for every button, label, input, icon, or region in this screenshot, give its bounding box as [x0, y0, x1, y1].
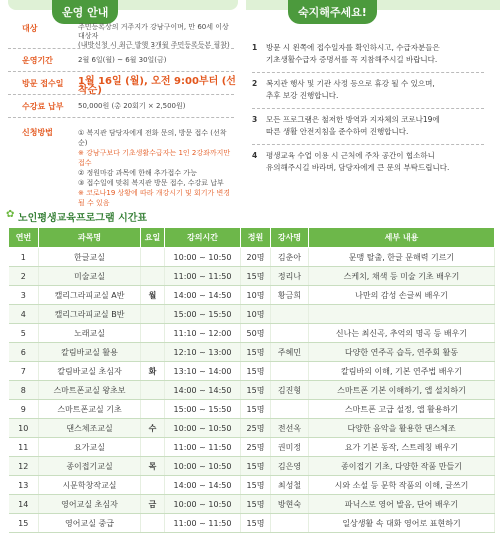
divider [252, 144, 484, 145]
course-detail: 스케치, 채색 등 미술 기초 배우기 [309, 267, 495, 286]
course-name: 영어교실 초심자 [39, 495, 141, 514]
info-value: ② 정원마감 과목에 한해 추가접수 가능 [78, 169, 197, 177]
capacity: 10명 [241, 305, 271, 324]
capacity: 15명 [241, 343, 271, 362]
lecture-time: 15:00 ~ 15:50 [165, 400, 241, 419]
notice-text: 복지관 행사 및 기관 사정 등으로 휴강 될 수 있으며, [266, 79, 435, 88]
info-row-visit [8, 72, 234, 95]
capacity: 15명 [241, 495, 271, 514]
divider [252, 108, 484, 109]
lecture-time: 15:00 ~ 15:50 [165, 305, 241, 324]
row-number: 12 [9, 457, 39, 476]
table-row [9, 381, 495, 400]
info-note: ※ 코로나19 상황에 따라 개강시기 및 회기가 변경될 수 있음 [78, 189, 231, 207]
notice-number: 1 [252, 43, 258, 52]
table-row [9, 514, 495, 533]
notice-panel [240, 0, 500, 210]
info-value: 50,000원 (총 20회기 × 2,500원) [78, 102, 186, 110]
day [141, 343, 165, 362]
info-row-apply [8, 122, 234, 207]
row-number: 1 [9, 248, 39, 267]
notice-number: 4 [252, 151, 258, 160]
table-row [9, 362, 495, 381]
course-name: 스마트폰교실 기초 [39, 400, 141, 419]
info-value: 2월 6일(월) ~ 6월 30일(금) [78, 56, 167, 64]
table-header-row [9, 228, 495, 248]
row-number: 11 [9, 438, 39, 457]
lecture-time: 11:00 ~ 11:50 [165, 514, 241, 533]
course-detail: 칼림바의 이해, 기본 연주법 배우기 [309, 362, 495, 381]
course-name: 영어교실 중급 [39, 514, 141, 533]
capacity: 25명 [241, 438, 271, 457]
lecture-time: 12:10 ~ 13:00 [165, 343, 241, 362]
col-header: 정원 [241, 228, 271, 248]
info-note: ※ 강남구보다 기초생활수급자는 1인 2강좌까지만 접수 [78, 149, 231, 167]
table-row [9, 324, 495, 343]
notice-header: 숙지해주세요! [288, 0, 377, 24]
course-name: 스마트폰교실 왕초보 [39, 381, 141, 400]
row-number: 9 [9, 400, 39, 419]
course-detail: 종이접기 기초, 다양한 작품 만들기 [309, 457, 495, 476]
day: 목 [141, 457, 165, 476]
course-name: 캘리그라피교실 A반 [39, 286, 141, 305]
instructor: 전선옥 [271, 419, 309, 438]
row-number: 6 [9, 343, 39, 362]
day [141, 305, 165, 324]
capacity: 15명 [241, 514, 271, 533]
info-value: ③ 접수일에 맞춰 복지관 방문 접수, 수강료 납부 [78, 179, 224, 187]
info-label: 신청방법 [22, 128, 53, 137]
course-detail: 다양한 연주곡 습득, 연주회 활동 [309, 343, 495, 362]
course-detail: 나만의 감성 손글씨 배우기 [309, 286, 495, 305]
divider [252, 72, 484, 73]
table-row [9, 248, 495, 267]
info-value: ① 복지관 담당자에게 전화 문의, 방문 접수 (선착순) [78, 129, 227, 147]
schedule-table [8, 227, 495, 533]
capacity: 15명 [241, 267, 271, 286]
capacity: 25명 [241, 419, 271, 438]
col-header: 강의시간 [165, 228, 241, 248]
day: 화 [141, 362, 165, 381]
info-row-period [8, 49, 234, 72]
row-number: 7 [9, 362, 39, 381]
capacity: 15명 [241, 457, 271, 476]
table-row [9, 286, 495, 305]
course-name: 미술교실 [39, 267, 141, 286]
notice-text: 따른 생활 안전지침을 준수하여 진행합니다. [266, 127, 409, 136]
info-value: 주민등록상의 거주지가 강남구이며, 만 60세 이상 대상자 [78, 23, 229, 40]
course-name: 한글교실 [39, 248, 141, 267]
notice-text: 기초생활수급자 증명서를 꼭 지참해주시길 바랍니다. [266, 55, 438, 64]
notice-text: 모든 프로그램은 철저한 방역과 지자체의 코로나19에 [266, 115, 440, 124]
instructor [271, 514, 309, 533]
day: 월 [141, 286, 165, 305]
day [141, 324, 165, 343]
col-header: 강사명 [271, 228, 309, 248]
lecture-time: 13:10 ~ 14:00 [165, 362, 241, 381]
course-detail: 문맹 탈출, 한글 문해력 기르기 [309, 248, 495, 267]
lecture-time: 10:00 ~ 10:50 [165, 495, 241, 514]
info-label: 운영기간 [22, 56, 53, 65]
day [141, 248, 165, 267]
course-name: 요가교실 [39, 438, 141, 457]
instructor: 권미정 [271, 438, 309, 457]
day: 금 [141, 495, 165, 514]
row-number: 3 [9, 286, 39, 305]
course-name: 시문학창작교실 [39, 476, 141, 495]
capacity: 50명 [241, 324, 271, 343]
capacity: 10명 [241, 286, 271, 305]
instructor: 황금희 [271, 286, 309, 305]
course-name: 캘리그라피교실 B반 [39, 305, 141, 324]
table-row [9, 419, 495, 438]
row-number: 13 [9, 476, 39, 495]
day [141, 381, 165, 400]
info-row-target [8, 22, 234, 49]
info-value: 1월 16일 (월), 오전 9:00부터 (선착순) [78, 76, 236, 96]
instructor: 김진형 [271, 381, 309, 400]
table-row [9, 400, 495, 419]
course-name: 댄스체조교실 [39, 419, 141, 438]
day [141, 514, 165, 533]
table-row [9, 305, 495, 324]
table-row [9, 457, 495, 476]
lecture-time: 14:00 ~ 14:50 [165, 381, 241, 400]
course-detail: 시와 소설 등 문학 작품의 이해, 글쓰기 [309, 476, 495, 495]
info-value: (내방신청 시 최근 발행 3개월 주민등록등본 필참) [78, 41, 230, 49]
row-number: 10 [9, 419, 39, 438]
instructor: 주혜민 [271, 343, 309, 362]
course-detail: 신나는 최신곡, 추억의 명곡 등 배우기 [309, 324, 495, 343]
capacity: 20명 [241, 248, 271, 267]
instructor: 김은영 [271, 457, 309, 476]
instructor: 김춘아 [271, 248, 309, 267]
table-row [9, 476, 495, 495]
course-detail: 요가 기본 동작, 스트레칭 배우기 [309, 438, 495, 457]
instructor [271, 400, 309, 419]
info-label: 대상 [22, 24, 38, 33]
course-detail: 스마트폰 기본 이해하기, 앱 설치하기 [309, 381, 495, 400]
notice-text: 추후 보강 진행합니다. [266, 91, 339, 100]
day [141, 476, 165, 495]
instructor: 방현숙 [271, 495, 309, 514]
col-header: 연번 [9, 228, 39, 248]
course-detail: 스마트폰 고급 설정, 앱 활용하기 [309, 400, 495, 419]
course-detail: 다양한 음악을 활용한 댄스체조 [309, 419, 495, 438]
lecture-time: 11:00 ~ 11:50 [165, 267, 241, 286]
lecture-time: 10:00 ~ 10:50 [165, 419, 241, 438]
course-detail [309, 305, 495, 324]
day [141, 267, 165, 286]
col-header: 세부 내용 [309, 228, 495, 248]
capacity: 15명 [241, 362, 271, 381]
table-row [9, 495, 495, 514]
info-header-bar [8, 0, 238, 10]
lecture-time: 14:00 ~ 14:50 [165, 476, 241, 495]
schedule-body [9, 248, 495, 533]
lecture-time: 10:00 ~ 10:50 [165, 248, 241, 267]
capacity: 15명 [241, 400, 271, 419]
row-number: 8 [9, 381, 39, 400]
lecture-time: 11:00 ~ 11:50 [165, 438, 241, 457]
row-number: 5 [9, 324, 39, 343]
row-number: 14 [9, 495, 39, 514]
notice-number: 2 [252, 79, 258, 88]
notice-text: 평생교육 수업 이용 시 근처에 주차 공간이 협소하니 [266, 151, 435, 160]
course-name: 칼림바교실 활용 [39, 343, 141, 362]
instructor: 최성철 [271, 476, 309, 495]
table-row [9, 343, 495, 362]
table-row [9, 438, 495, 457]
info-header: 운영 안내 [52, 0, 118, 24]
col-header: 요일 [141, 228, 165, 248]
course-detail: 파닉스로 영어 발음, 단어 배우기 [309, 495, 495, 514]
info-label: 방문 접수일 [22, 79, 64, 88]
info-row-fee [8, 95, 234, 118]
row-number: 2 [9, 267, 39, 286]
row-number: 15 [9, 514, 39, 533]
day [141, 438, 165, 457]
capacity: 15명 [241, 476, 271, 495]
info-label: 수강료 납부 [22, 102, 64, 111]
lecture-time: 10:00 ~ 10:50 [165, 457, 241, 476]
schedule-title: 노인평생교육프로그램 시간표 [18, 213, 148, 224]
course-name: 종이접기교실 [39, 457, 141, 476]
course-detail: 일상생활 속 대화 영어로 표현하기 [309, 514, 495, 533]
lecture-time: 14:00 ~ 14:50 [165, 286, 241, 305]
course-name: 칼림바교실 초심자 [39, 362, 141, 381]
table-row [9, 267, 495, 286]
course-name: 노래교실 [39, 324, 141, 343]
day [141, 400, 165, 419]
instructor [271, 324, 309, 343]
leaf-icon: ✿ [6, 209, 15, 220]
instructor [271, 362, 309, 381]
instructor: 정리나 [271, 267, 309, 286]
row-number: 4 [9, 305, 39, 324]
notice-number: 3 [252, 115, 258, 124]
col-header: 과목명 [39, 228, 141, 248]
day: 수 [141, 419, 165, 438]
notice-text: 유의해주시길 바라며, 담당자에게 큰 문의 부탁드립니다. [266, 163, 450, 172]
lecture-time: 11:10 ~ 12:00 [165, 324, 241, 343]
instructor [271, 305, 309, 324]
capacity: 15명 [241, 381, 271, 400]
notice-text: 방문 시 왼쪽에 접수일자를 확인하시고, 수급자분들은 [266, 43, 440, 52]
